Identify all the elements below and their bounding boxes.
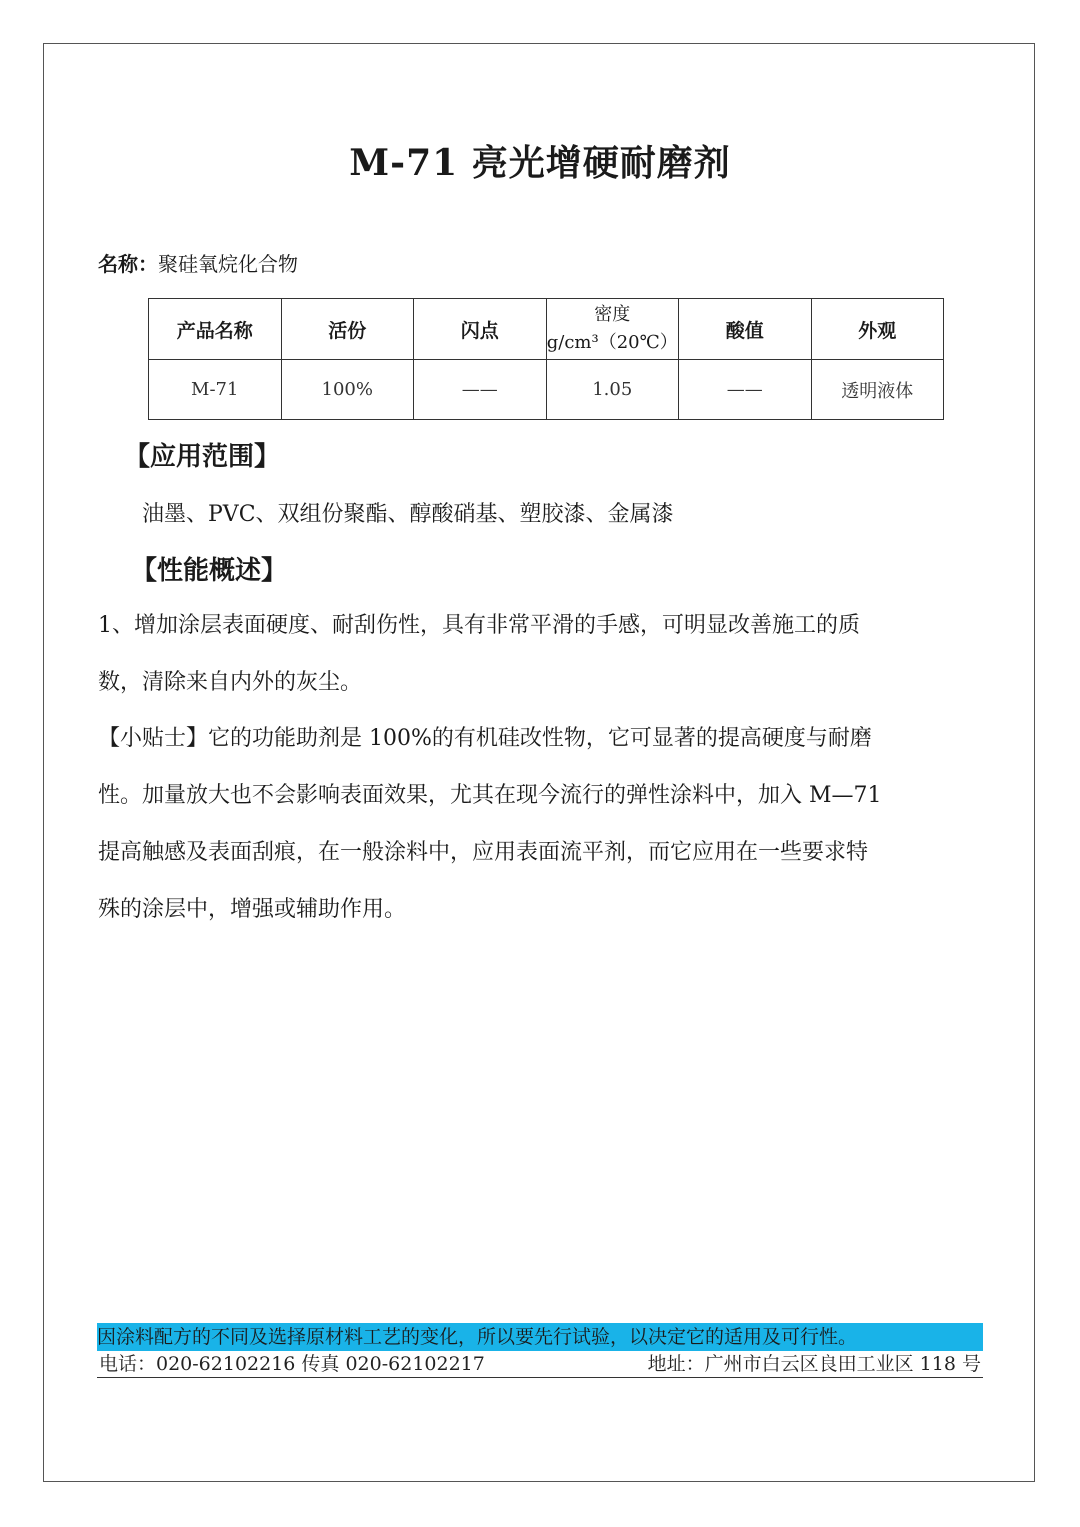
cell-active-content: 100% <box>281 360 414 420</box>
paragraph-line: 【小贴士】它的功能助剂是 100%的有机硅改性物，它可显著的提高硬度与耐磨 <box>98 726 872 751</box>
header-density-unit: g/cm³（20℃） <box>546 332 678 353</box>
performance-paragraph-1 <box>98 597 982 711</box>
table-row <box>149 360 944 420</box>
paragraph-line: 数，清除来自内外的灰尘。 <box>98 670 363 695</box>
name-label: 名称： <box>98 252 158 276</box>
cell-appearance: 透明液体 <box>811 360 944 420</box>
footer-contact-line <box>97 1352 983 1378</box>
header-product-name: 产品名称 <box>149 299 282 360</box>
cell-flash-point: —— <box>414 360 547 420</box>
footer-phone-fax: 电话：020-62102216 传真 020-62102217 <box>99 1353 485 1375</box>
header-density <box>546 299 679 360</box>
cell-acid-value: —— <box>679 360 812 420</box>
table-header-row <box>149 299 944 360</box>
performance-heading: 【性能概述】 <box>131 556 288 586</box>
application-heading: 【应用范围】 <box>124 442 281 472</box>
paragraph-line: 1、增加涂层表面硬度、耐刮伤性，具有非常平滑的手感，可明显改善施工的质 <box>98 613 860 638</box>
footer-note: 因涂料配方的不同及选择原材料工艺的变化，所以要先行试验，以决定它的适用及可行性。 <box>97 1323 983 1351</box>
header-appearance: 外观 <box>811 299 944 360</box>
name-value: 聚硅氧烷化合物 <box>158 252 298 276</box>
application-text: 油墨、PVC、双组份聚酯、醇酸硝基、塑胶漆、金属漆 <box>142 502 674 527</box>
performance-paragraph-2 <box>98 710 982 938</box>
footer-address: 地址：广州市白云区良田工业区 118 号 <box>647 1353 981 1375</box>
document-title: M-71 亮光增硬耐磨剂 <box>349 142 731 184</box>
header-flash-point: 闪点 <box>414 299 547 360</box>
spec-table <box>148 298 944 420</box>
cell-product-name: M-71 <box>149 360 282 420</box>
paragraph-line: 性。加量放大也不会影响表面效果，尤其在现今流行的弹性涂料中，加入 M—71 <box>98 783 882 808</box>
header-acid-value: 酸值 <box>679 299 812 360</box>
product-name-line <box>98 248 298 277</box>
cell-density: 1.05 <box>546 360 679 420</box>
header-density-label: 密度 <box>594 304 631 325</box>
paragraph-line: 提高触感及表面刮痕，在一般涂料中，应用表面流平剂，而它应用在一些要求特 <box>98 840 869 865</box>
header-active-content: 活份 <box>281 299 414 360</box>
paragraph-line: 殊的涂层中，增强或辅助作用。 <box>98 897 407 922</box>
